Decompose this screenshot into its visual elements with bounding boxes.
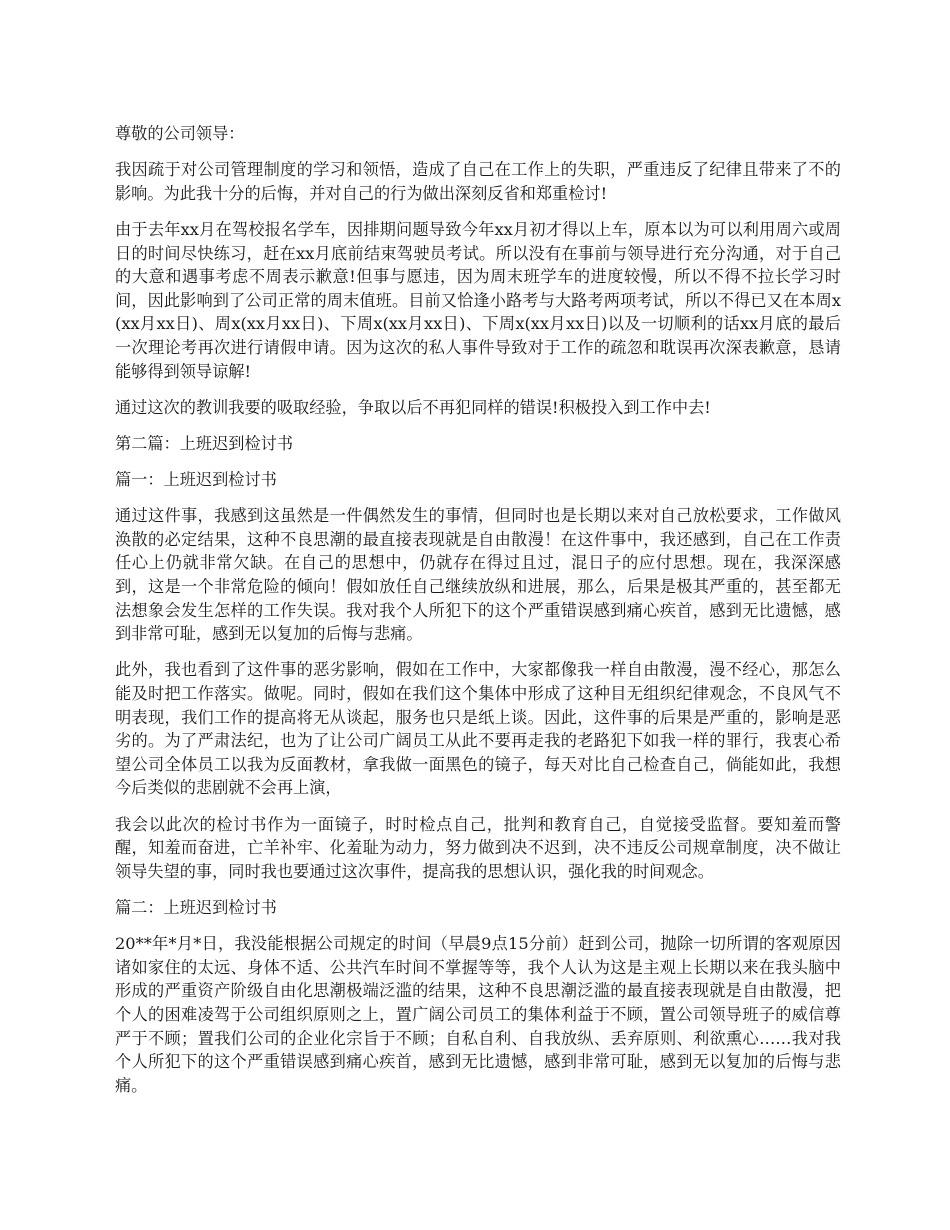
greeting: 尊敬的公司领导： — [115, 124, 245, 143]
article-title-two: 篇二：上班迟到检讨书 — [115, 897, 277, 917]
paragraph-bad-influence: 此外，我也看到了这件事的恶劣影响，假如在工作中，大家都像我一样自由散漫，漫不经心，那怎么能及时把工作落实。做呢。同时，假如在我们这个集体中形成了这种目无组织纪律观念，不良风气不明表现，我们工作的提高将无从谈起，服务也只是纸上谈。因此，这件事的后果是严重的，影响是恶劣的。为了严肃法纪，也为了让公司广阔员工从此不要再走我的老路犯下如我一样的罪行，我衷心希望公司全体员工以我为反面教材，拿我做一面黑色的镜子，每天对比自己检查自己，倘能如此，我想今后类似的悲剧就不会再上演， — [115, 660, 841, 798]
paragraph-driving-school: 由于去年xx月在驾校报名学车，因排期问题导致今年xx月初才得以上车，原本以为可以利用周六或周日的时间尽快练习，赶在xx月底前结束驾驶员考试。所以没有在事前与领导进行充分沟通，对于自己的大意和遇事考虑不周表示歉意!但事与愿违，因为周末班学车的进度较慢，所以不得不拉长学习时间，因此影响到了公司正常的周末值班。目前又恰逢小路考与大路考两项考试，所以不得已又在本周x(xx月xx日)、周x(xx月xx日)、下周x(xx月xx日)、下周x(xx月xx日)以及一切顺利的话xx月底的最后一次理论考再次进行请假申请。因为这次的私人事件导致对于工作的疏忽和耽误再次深表歉意，恳请能够得到领导谅解! — [115, 219, 841, 381]
paragraph-commitment: 我会以此次的检讨书作为一面镜子，时时检点自己，批判和教育自己，自觉接受监督。要知羞而警醒，知羞而奋进，亡羊补牢、化羞耻为动力，努力做到决不迟到，决不违反公司规章制度，决不做让领导失望的事，同时我也要通过这次事件，提高我的思想认识，强化我的时间观念。 — [115, 814, 841, 881]
paragraph-late-arrival: 20**年*月*日，我没能根据公司规定的时间（早晨9点15分前）赶到公司，抛除一切所谓的客观原因诸如家住的太远、身体不适、公共汽车时间不掌握等等，我个人认为这是主观上长期以来在我头脑中形成的严重资产阶级自由化思潮极端泛滥的结果，这种不良思潮泛滥的最直接表现就是自由散漫，把个人的困难凌驾于公司组织原则之上，置广阔公司员工的集体利益于不顾，置公司领导班子的威信尊严于不顾；置我们公司的企业化宗旨于不顾；自私自利、自我放纵、丢弃原则、利欲熏心……我对我个人所犯下的这个严重错误感到痛心疾首，感到无比遗憾，感到非常可耻，感到无以复加的后悔与悲痛。 — [115, 934, 841, 1095]
document-body — [115, 122, 841, 1110]
paragraph-lesson-learned: 通过这次的教训我要的吸取经验，争取以后不再犯同样的错误!积极投入到工作中去! — [115, 397, 711, 417]
paragraph-apology-intro: 我因疏于对公司管理制度的学习和领悟，造成了自己在工作上的失职，严重违反了纪律且带来了不的影响。为此我十分的后悔，并对自己的行为做出深刻反省和郑重检讨! — [115, 160, 841, 203]
section-title-second: 第二篇：上班迟到检讨书 — [115, 433, 294, 453]
article-title-one: 篇一：上班迟到检讨书 — [115, 470, 277, 490]
paragraph-self-reflection: 通过这件事，我感到这虽然是一件偶然发生的事情，但同时也是长期以来对自己放松要求，工作做风涣散的必定结果，这种不良思潮的最直接表现就是自由散漫！在这件事中，我还感到，自己在工作责任心上仍就非常欠缺。在自己的思想中，仍就存在得过且过，混日子的应付思想。现在，我深深感到，这是一个非常危险的倾向！假如放任自己继续放纵和进展，那么，后果是极其严重的，甚至都无法想象会发生怎样的工作失误。我对我个人所犯下的这个严重错误感到痛心疾首，感到无比遗憾，感到非常可耻，感到无以复加的后悔与悲痛。 — [115, 506, 841, 644]
